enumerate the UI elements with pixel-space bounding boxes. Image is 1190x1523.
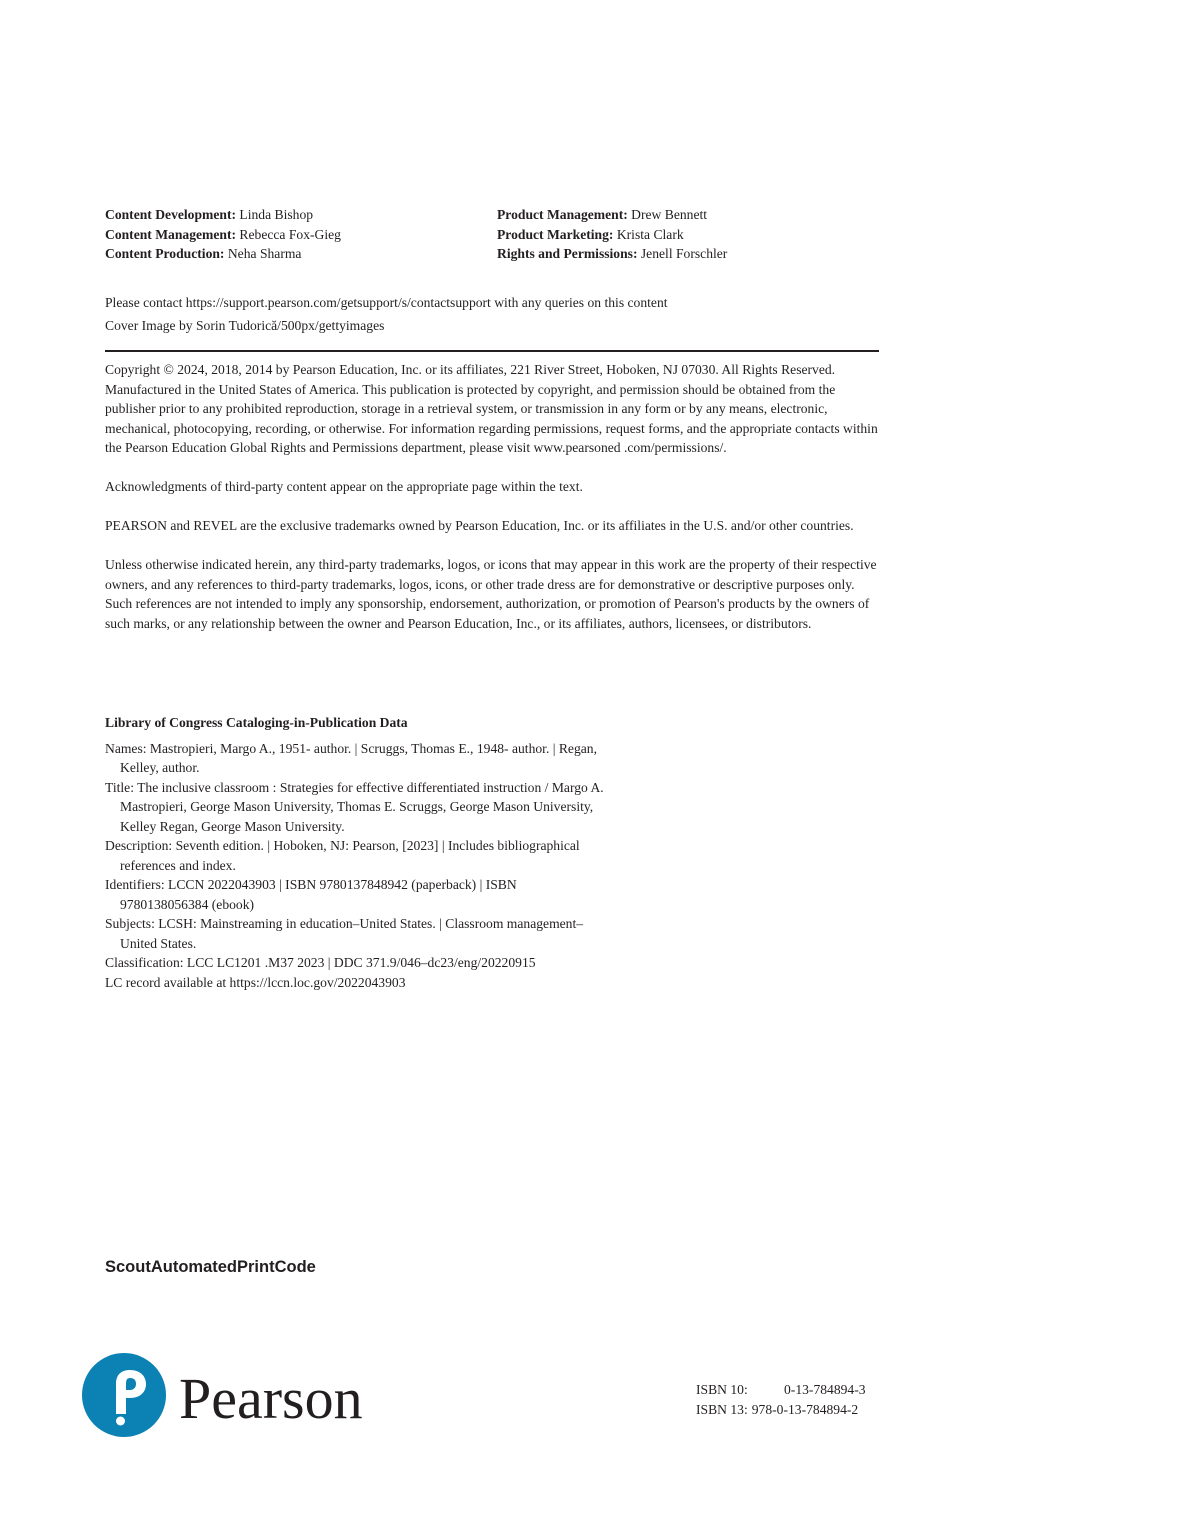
credit-content-development: [105, 205, 341, 225]
isbn10-label: ISBN 10:: [696, 1382, 748, 1397]
cip-identifiers: Identifiers: LCCN 2022043903 | ISBN 9780137848942 (paperback) | ISBN 9780138056384 (ebook): [105, 877, 517, 912]
credit-name: Rebecca Fox-Gieg: [239, 226, 341, 242]
credit-role: Rights and Permissions:: [497, 246, 638, 261]
trademarks-paragraph: PEARSON and REVEL are the exclusive trademarks owned by Pearson Education, Inc. or its affiliates in the U.S. and/or other countries.: [105, 518, 854, 533]
pearson-wordmark: Pearson: [179, 1366, 363, 1431]
cip-classification: Classification: LCC LC1201 .M37 2023 | DDC 371.9/046–dc23/eng/20220915: [105, 955, 536, 970]
copyright-paragraph: Copyright © 2024, 2018, 2014 by Pearson Education, Inc. or its affiliates, 221 River Street, Hoboken, NJ 07030. All Rights Reserved. Manufactured in the United States of America. This publication is protected by copyright, and permission should be obtained from the publisher prior to any prohibited reproduction, storage in a retrieval system, or transmission in any form or by any means, electronic, mechanical, photocopying, recording, or otherwise. For information regarding permissions, request forms, and the appropriate contacts within the Pearson Education Global Rights and Permissions department, please visit www.pearsoned .com/permissions/.: [105, 362, 878, 455]
isbn13-row: [696, 1400, 866, 1420]
legal-block: [105, 360, 881, 653]
credit-name: Neha Sharma: [227, 246, 302, 261]
cip-block: [105, 713, 605, 992]
credit-role: Content Development:: [105, 207, 237, 222]
credit-role: Product Marketing:: [497, 226, 614, 242]
credit-product-management: [497, 205, 727, 225]
cip-title: Library of Congress Cataloging-in-Publication Data: [105, 715, 408, 730]
credit-name: Linda Bishop: [239, 207, 314, 222]
contact-block: [105, 291, 885, 337]
isbn13-label: ISBN 13:: [696, 1402, 748, 1417]
pearson-p-icon: [82, 1353, 166, 1437]
cip-subjects: Subjects: LCSH: Mainstreaming in education–United States. | Classroom management–United States.: [105, 916, 584, 951]
pearson-logo: [82, 1348, 392, 1443]
cip-names: Names: Mastropieri, Margo A., 1951- author. | Scruggs, Thomas E., 1948- author. | Regan, Kelley, author.: [105, 740, 597, 775]
cover-image-credit: Cover Image by Sorin Tudorică/500px/gettyimages: [105, 318, 385, 333]
credit-content-management: [105, 225, 341, 245]
print-code: ScoutAutomatedPrintCode: [105, 1258, 316, 1276]
credit-role: Product Management:: [497, 207, 628, 222]
isbn13-value: 978-0-13-784894-2: [751, 1402, 859, 1417]
section-divider: [105, 350, 879, 352]
isbn-block: [696, 1380, 866, 1420]
isbn10-row: [696, 1380, 866, 1400]
credit-content-production: [105, 244, 341, 264]
cip-record: LC record available at https://lccn.loc.gov/2022043903: [105, 974, 406, 990]
isbn10-value: 0-13-784894-3: [784, 1382, 866, 1397]
credit-name: Drew Bennett: [631, 207, 708, 222]
credit-role: Content Production:: [105, 246, 225, 261]
third-party-paragraph: Unless otherwise indicated herein, any third-party trademarks, logos, or icons that may appear in this work are the property of their respective owners, and any references to third-party trademarks, logos, icons, or other trade dress are for demonstrative or descriptive purposes only. Such references are not intended to imply any sponsorship, endorsement, authorization, or promotion of Pearson's products by the owners of such marks, or any relationship between the owner and Pearson Education, Inc., or its affiliates, authors, licensees, or distributors.: [105, 557, 877, 631]
support-contact-text: Please contact https://support.pearson.com/getsupport/s/contactsupport with any queries on this content: [105, 295, 668, 310]
credit-name: Jenell Forschler: [640, 246, 728, 261]
credits-right-column: [497, 205, 727, 264]
cip-title-entry: Title: The inclusive classroom : Strategies for effective differentiated instruction / Margo A. Mastropieri, George Mason University, Thomas E. Scruggs, George Mason University, Kelley Regan, George Mason University.: [105, 779, 604, 834]
acknowledgments-paragraph: Acknowledgments of third-party content appear on the appropriate page within the text.: [105, 479, 583, 494]
credits-left-column: [105, 205, 341, 264]
credit-role: Content Management:: [105, 226, 237, 242]
credit-rights-permissions: [497, 244, 727, 264]
credit-product-marketing: [497, 225, 727, 245]
credit-name: Krista Clark: [616, 226, 684, 242]
cip-description: Description: Seventh edition. | Hoboken, NJ: Pearson, [2023] | Includes bibliographical references and index.: [105, 838, 580, 873]
